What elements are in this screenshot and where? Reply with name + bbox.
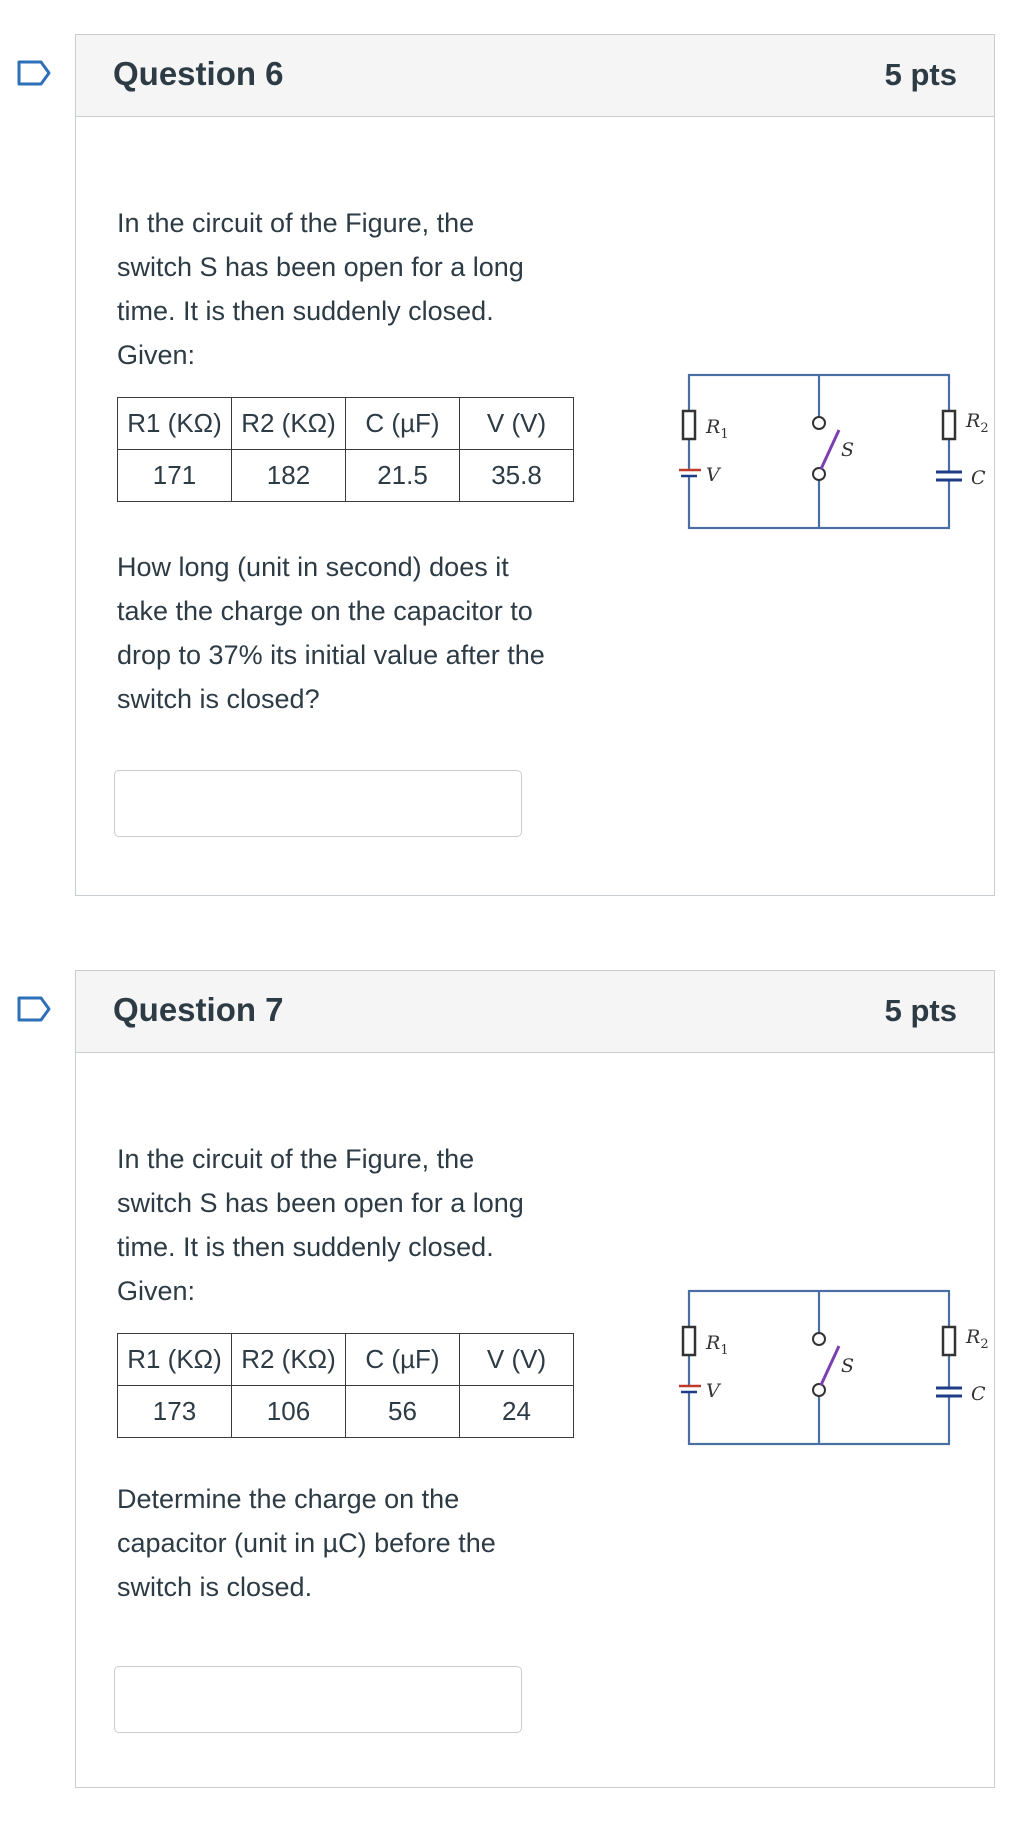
label-r1: $R_1$ xyxy=(706,416,729,442)
question-intro xyxy=(117,1137,617,1313)
label-r1: $R_1$ xyxy=(706,1332,729,1358)
text-line: In the circuit of the Figure, the xyxy=(117,208,475,238)
table-header: R1 (KΩ) xyxy=(118,398,232,450)
answer-input[interactable] xyxy=(114,770,522,837)
question-title: Question 6 xyxy=(113,55,284,92)
text-line: time. It is then suddenly closed. xyxy=(117,1232,494,1262)
label-voltage: V xyxy=(706,464,720,486)
label-capacitor: C xyxy=(971,467,986,489)
table-header: R2 (KΩ) xyxy=(232,398,346,450)
question-title: Question 7 xyxy=(113,991,284,1028)
resistor-r1-icon xyxy=(683,1327,695,1355)
given-values-table xyxy=(117,1333,574,1438)
circuit-diagram xyxy=(679,373,1009,543)
answer-input[interactable] xyxy=(114,1666,522,1733)
label-voltage: V xyxy=(706,1380,720,1402)
text-line: How long (unit in second) does it xyxy=(117,552,509,582)
table-cell: 35.8 xyxy=(460,450,574,502)
question-header xyxy=(76,971,994,1053)
text-line: time. It is then suddenly closed. xyxy=(117,296,494,326)
label-switch: S xyxy=(841,439,855,461)
question-points: 5 pts xyxy=(884,57,957,92)
table-cell: 182 xyxy=(232,450,346,502)
label-capacitor: C xyxy=(971,1383,986,1405)
switch-icon xyxy=(813,417,839,480)
battery-icon xyxy=(679,469,701,477)
given-values-table xyxy=(117,397,574,502)
text-line: drop to 37% its initial value after the xyxy=(117,640,545,670)
table-cell: 173 xyxy=(118,1386,232,1438)
label-r2: $R_2$ xyxy=(966,410,989,436)
resistor-r2-icon xyxy=(943,411,955,439)
battery-icon xyxy=(679,1385,701,1393)
table-header: C (µF) xyxy=(346,1334,460,1386)
question-header xyxy=(76,35,994,117)
resistor-r2-icon xyxy=(943,1327,955,1355)
circuit-diagram xyxy=(679,1289,1009,1459)
text-line: Given: xyxy=(117,340,196,370)
table-cell: 56 xyxy=(346,1386,460,1438)
question-points: 5 pts xyxy=(884,993,957,1028)
question-intro xyxy=(117,201,617,377)
table-cell: 24 xyxy=(460,1386,574,1438)
table-cell: 21.5 xyxy=(346,450,460,502)
switch-icon xyxy=(813,1333,839,1396)
flag-question-icon[interactable] xyxy=(17,996,51,1022)
label-switch: S xyxy=(841,1355,855,1377)
text-line: take the charge on the capacitor to xyxy=(117,596,533,626)
flag-question-icon[interactable] xyxy=(17,60,51,86)
table-cell: 171 xyxy=(118,450,232,502)
table-cell: 106 xyxy=(232,1386,346,1438)
text-line: switch S has been open for a long xyxy=(117,1188,524,1218)
table-header: C (µF) xyxy=(346,398,460,450)
label-r2: $R_2$ xyxy=(966,1326,989,1352)
text-line: switch S has been open for a long xyxy=(117,252,524,282)
table-header: V (V) xyxy=(460,1334,574,1386)
question-card xyxy=(75,970,995,1788)
text-line: switch is closed. xyxy=(117,1572,313,1602)
question-prompt xyxy=(117,545,617,721)
table-header: R1 (KΩ) xyxy=(118,1334,232,1386)
table-header: V (V) xyxy=(460,398,574,450)
question-card xyxy=(75,34,995,896)
text-line: In the circuit of the Figure, the xyxy=(117,1144,475,1174)
table-header: R2 (KΩ) xyxy=(232,1334,346,1386)
capacitor-icon xyxy=(935,1388,963,1396)
text-line: Determine the charge on the xyxy=(117,1484,460,1514)
capacitor-icon xyxy=(935,472,963,480)
text-line: switch is closed? xyxy=(117,684,320,714)
question-prompt xyxy=(117,1477,617,1609)
text-line: capacitor (unit in µC) before the xyxy=(117,1528,496,1558)
resistor-r1-icon xyxy=(683,411,695,439)
text-line: Given: xyxy=(117,1276,196,1306)
